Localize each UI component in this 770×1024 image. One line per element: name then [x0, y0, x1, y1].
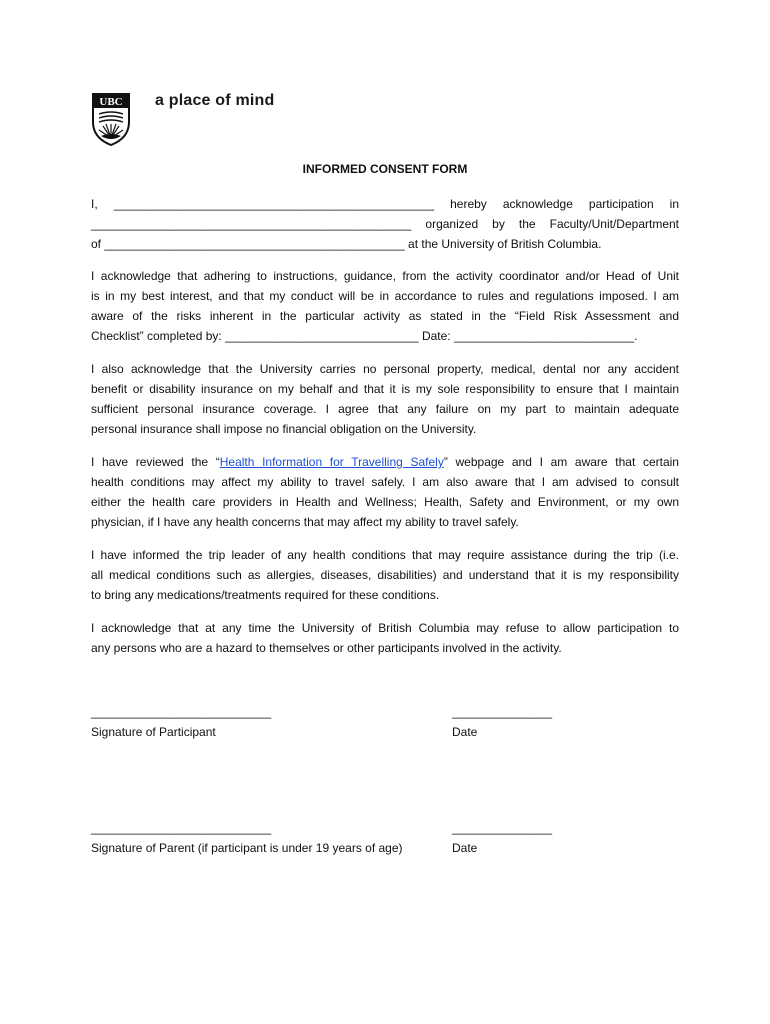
parent-date-label: Date — [452, 841, 478, 855]
intro-line-1 — [91, 194, 679, 214]
intro-text: of — [91, 237, 102, 251]
logo-text: UBC — [99, 96, 123, 108]
paragraph-conduct — [91, 266, 679, 346]
paragraph-line — [91, 326, 679, 346]
participant-signature-field[interactable]: ___________________________ — [91, 705, 272, 719]
participant-signature-block — [91, 702, 271, 742]
intro-text: hereby acknowledge participation in — [450, 197, 679, 211]
intro-text: I, — [91, 197, 98, 211]
activity-blank[interactable]: ________________________________________________ — [91, 217, 412, 231]
paragraph-line: aware of the risks inherent in the particular activity as stated in the “Field Risk Assessment and — [91, 309, 679, 323]
paragraph-refusal — [91, 618, 679, 658]
intro-text: at the University of British Columbia. — [408, 237, 602, 251]
paragraph-line: health conditions may affect my ability to travel safely. I am also aware that I am advised to consult — [91, 475, 679, 489]
paragraph-health-info — [91, 452, 679, 532]
parent-signature-field[interactable]: ___________________________ — [91, 821, 272, 835]
intro-paragraph — [91, 194, 679, 254]
paragraph-trip-leader — [91, 545, 679, 605]
participant-name-blank[interactable]: ________________________________________________ — [113, 197, 435, 211]
paragraph-line: physician, if I have any health concerns that may affect my ability to travel safely. — [91, 515, 519, 529]
department-blank[interactable]: _____________________________________________ — [104, 237, 405, 251]
paragraph-text: ” webpage and I am aware that certain — [443, 455, 679, 469]
participant-date-field[interactable]: _______________ — [452, 705, 553, 719]
intro-line-2 — [91, 214, 679, 234]
participant-date-label: Date — [452, 725, 478, 739]
paragraph-text: Checklist” completed by: — [91, 329, 222, 343]
paragraph-line: to bring any medications/treatments required for these conditions. — [91, 588, 440, 602]
intro-line-3 — [91, 234, 679, 254]
paragraph-line: benefit or disability insurance on my behalf and that it is my sole responsibility to ensure that I maintain — [91, 382, 679, 396]
tagline: a place of mind — [155, 92, 275, 109]
parent-date-block — [452, 818, 552, 858]
completed-by-blank[interactable]: _____________________________ — [225, 329, 419, 343]
parent-signature-block — [91, 818, 403, 858]
parent-date-field[interactable]: _______________ — [452, 821, 553, 835]
health-info-link[interactable]: Health Information for Travelling Safely — [219, 455, 444, 469]
paragraph-text: Date: — [421, 329, 451, 343]
paragraph-line: either the health care providers in Health and Wellness; Health, Safety and Environment, or my own — [91, 495, 679, 509]
parent-signature-label: Signature of Parent (if participant is under 19 years of age) — [91, 841, 403, 855]
paragraph-line: sufficient personal insurance coverage. I agree that any failure on my part to maintain adequate — [91, 402, 679, 416]
participant-signature-label: Signature of Participant — [91, 725, 216, 739]
paragraph-line: I acknowledge that at any time the University of British Columbia may refuse to allow participation to — [91, 621, 679, 635]
paragraph-insurance — [91, 359, 679, 439]
paragraph-line: I also acknowledge that the University carries no personal property, medical, dental nor any accident — [91, 362, 679, 376]
ubc-logo — [91, 92, 131, 147]
paragraph-line: I have informed the trip leader of any health conditions that may require assistance during the trip (i.e. — [91, 548, 679, 562]
paragraph-text: I have reviewed the “ — [91, 455, 220, 469]
paragraph-line: is in my best interest, and that my conduct will be in accordance to rules and regulations imposed. I am — [91, 289, 679, 303]
paragraph-line: any persons who are a hazard to themselves or other participants involved in the activity. — [91, 641, 562, 655]
participant-date-block — [452, 702, 552, 742]
paragraph-line: all medical conditions such as allergies, diseases, disabilities) and understand that it is my responsibility — [91, 568, 679, 582]
paragraph-line: I acknowledge that adhering to instructions, guidance, from the activity coordinator and/or Head of Unit — [91, 269, 679, 283]
checklist-date-blank[interactable]: ___________________________. — [453, 329, 638, 343]
paragraph-line — [91, 452, 679, 472]
page-title: INFORMED CONSENT FORM — [302, 162, 468, 176]
intro-text: organized by the Faculty/Unit/Department — [425, 217, 679, 231]
paragraph-line: personal insurance shall impose no financial obligation on the University. — [91, 422, 477, 436]
